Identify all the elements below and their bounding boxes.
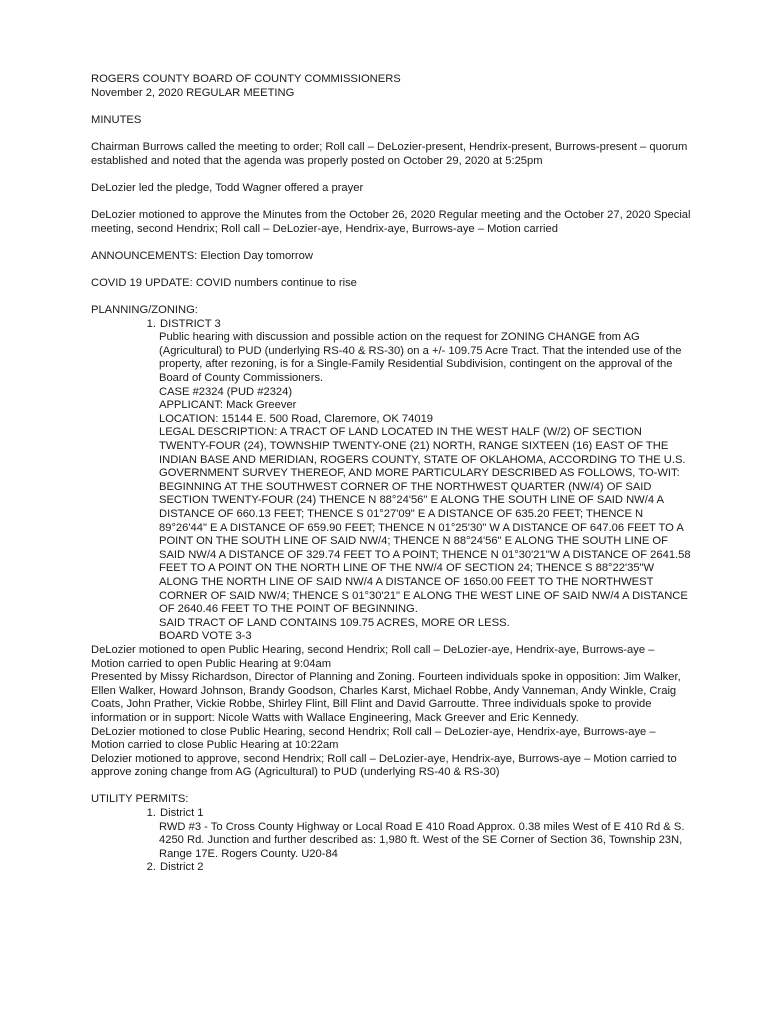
acres: SAID TRACT OF LAND CONTAINS 109.75 ACRES, MORE OR LESS. [159,616,510,629]
call-to-order: Chairman Burrows called the meeting to order; Roll call – DeLozier-present, Hendrix-present, Burrows-present – quorum established and noted that the agenda was properly posted on October 29, 2020 at 5:25pm [91,140,688,167]
document-page [91,73,691,875]
location: LOCATION: 15144 E. 500 Road, Claremore, OK 74019 [159,412,434,425]
meeting-title: November 2, 2020 REGULAR MEETING [91,86,295,99]
board-vote: BOARD VOTE 3-3 [159,630,252,643]
pledge: DeLozier led the pledge, Todd Wagner offered a prayer [91,181,364,194]
utility-item-1-text: RWD #3 - To Cross County Highway or Local Road E 410 Road Approx. 0.38 miles West of E 410 Rd & S. 4250 Rd. Junction and further described as: 1,980 ft. West of the SE Corner of Section 36, Township 23N, Range 17E. Rogers County. U20-84 [159,820,685,860]
announcements: ANNOUNCEMENTS: Election Day tomorrow [91,249,313,262]
legal-description: LEGAL DESCRIPTION: A TRACT OF LAND LOCATED IN THE WEST HALF (W/2) OF SECTION TWENTY-FOUR (24), TOWNSHIP TWENTY-ONE (21) NORTH, RANGE SIXTEEN (16) EAST OF THE INDIAN BASE AND MERIDIAN, ROGERS COUNTY, STATE OF OKLAHOMA, ACCORDING TO THE U.S. GOVERNMENT SURVEY THEREOF, AND MORE PARTICULARY DESCRIBED AS FOLLOWS, TO-WIT: [159,426,686,480]
presented-by: Presented by Missy Richardson, Director of Planning and Zoning. Fourteen individuals spoke in opposition: Jim Walker, Ellen Walker, Howard Johnson, Brandy Goodson, Charles Karst, Michael Robbe, Andy Vanneman, Andy Winkle, Craig Coats, John Prather, Vickie Robbe, Shirley Flint, Bill Flint and David Garroutte. Three individuals spoke to provide information or in support: Nicole Watts with Wallace Engineering, Mack Greever and Eric Kennedy. [91,671,681,724]
utility-district-1: District 1 [160,807,204,820]
org-title: ROGERS COUNTY BOARD OF COUNTY COMMISSIONERS [91,73,401,85]
utility-item-1 [91,807,691,821]
utility-item-1-details [159,821,691,862]
approve-motion: Delozier motioned to approve, second Hendrix; Roll call – DeLozier-aye, Hendrix-aye, Burrows-aye – Motion carried to approve zoning change from AG (Agricultural) to PUD (underlying RS-40 & RS-30) [91,752,677,779]
hearing-description: Public hearing with discussion and possible action on the request for ZONING CHANGE from AG (Agricultural) to PUD (underlying RS-40 & RS-30) on a +/- 109.75 Acre Tract. That the intended use of the property, after rezoning, is for a Single-Family Residential Subdivision, contingent on the approval of the Board of County Commissioners. [159,331,682,385]
covid-update: COVID 19 UPDATE: COVID numbers continue to rise [91,276,357,289]
case-number: CASE #2324 (PUD #2324) [159,385,293,398]
beginning-description: BEGINNING AT THE SOUTHWEST CORNER OF THE NORTHWEST QUARTER (NW/4) OF SAID SECTION TWENTY-FOUR (24) THENCE N 88°24'56" E ALONG THE SOUTH LINE OF SAID NW/4 A DISTANCE OF 660.13 FEET; THENCE S 01°27'09" E A DISTANCE OF 635.20 FEET; THENCE N 89°26'44" E A DISTANCE OF 659.90 FEET; THENCE N 01°25'30" W A DISTANCE OF 647.06 FEET TO A POINT ON THE SOUTH LINE OF SAID NW/4; THENCE N 88°24'56" E ALONG THE SOUTH LINE OF SAID NW/4 A DISTANCE OF 329.74 FEET TO A POINT; THENCE N 01°30'21"W A DISTANCE OF 2641.58 FEET TO A POINT ON THE NORTH LINE OF THE NW/4 OF SECTION 24; THENCE S 88°22'35"W ALONG THE NORTH LINE OF SAID NW/4 A DISTANCE OF 1650.00 FEET TO THE NORTHWEST CORNER OF SAID NW/4; THENCE S 01°30'21" E ALONG THE WEST LINE OF SAID NW/4 A DISTANCE OF 2640.46 FEET TO THE POINT OF BEGINNING. [159,480,691,616]
utility-district-2: District 2 [160,861,204,874]
item-number: 1. [146,807,156,820]
minutes-approval: DeLozier motioned to approve the Minutes from the October 26, 2020 Regular meeting and the October 27, 2020 Special meeting, second Hendrix; Roll call – DeLozier-aye, Hendrix-aye, Burrows-aye – Motion carried [91,208,691,235]
utility-heading: UTILITY PERMITS: [91,793,189,806]
planning-item [91,318,691,332]
item-number: 1. [146,317,156,330]
planning-details [159,331,691,644]
planning-heading: PLANNING/ZONING: [91,304,198,317]
district-title: DISTRICT 3 [160,317,221,330]
open-hearing: DeLozier motioned to open Public Hearing, second Hendrix; Roll call – DeLozier-aye, Hendrix-aye, Burrows-aye – Motion carried to open Public Hearing at 9:04am [91,643,655,670]
close-hearing: DeLozier motioned to close Public Hearing, second Hendrix; Roll call – DeLozier-aye, Hendrix-aye, Burrows-aye – Motion carried to close Public Hearing at 10:22am [91,725,656,752]
item-number: 2. [146,861,156,874]
applicant: APPLICANT: Mack Greever [159,399,297,412]
utility-item-2 [91,861,691,875]
minutes-heading: MINUTES [91,113,142,126]
